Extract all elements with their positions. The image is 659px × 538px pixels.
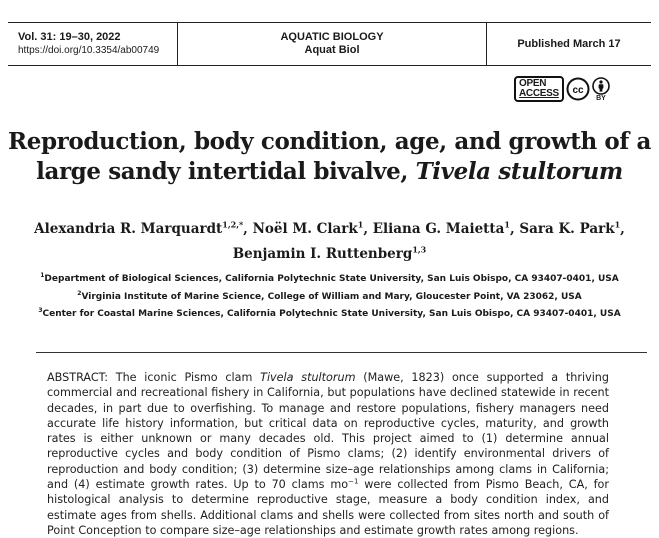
author-affil-sup: 1 [504,219,510,229]
author-list [20,214,639,265]
by-label: BY [596,94,606,102]
author-affil-sup: 1 [614,219,621,229]
affiliation-text: Virginia Institute of Marine Science, College of William and Mary, Gloucester Point, VA 23062, USA [81,291,582,302]
affiliations [20,269,639,322]
doi-link[interactable]: https://doi.org/10.3354/ab00749 [18,45,160,56]
journal-name: AQUATIC BIOLOGY [280,31,384,43]
author-affil-sup: 1,2,* [222,219,244,229]
attribution-badge[interactable] [592,77,610,102]
affiliation-text: Center for Coastal Marine Sciences, California Polytechnic State University, San Luis Obispo, CA 93407-0401, USA [42,309,621,319]
author-name: Noël M. Clark [252,220,358,237]
author-sep: , [620,220,625,237]
affiliation [20,287,639,305]
author-affil-sup: 1 [357,219,364,229]
open-access-line1: OPEN [519,78,547,89]
affiliation [20,269,639,287]
author-sep: , [243,220,253,237]
volume-info: Vol. 31: 19–30, 2022 [18,31,121,43]
author-affil-sup: 1,3 [412,244,427,255]
journal-abbrev: Aquat Biol [304,44,360,56]
author-name: Alexandria R. Marquardt [34,220,223,237]
license-badges [514,76,610,102]
author [233,246,427,262]
journal-header [8,22,651,66]
affiliation-number: 2 [77,289,82,297]
abstract-text-1a: The iconic Pismo clam [108,371,261,384]
affiliation-text: Department of Biological Sciences, California Polytechnic State University, San Luis Obispo, CA 93407-0401, USA [44,274,619,284]
author [373,221,520,237]
author [253,221,373,237]
article-title [0,127,659,187]
abstract-label: ABSTRACT: [47,371,109,384]
title-line-2-text: large sandy intertidal bivalve, [36,158,416,185]
attribution-person-icon [592,77,610,95]
open-access-badge[interactable] [514,76,564,102]
header-volume-cell [8,23,178,65]
abstract-species: Tivela stultorum [260,371,356,384]
abstract-text-1b: (Mawe, 1823) once supported a thriving commercial and recreational fishery in California, but populations have declined statewide in recent decades, in part due to overfishing. To manage and restore populations, fishery managers need accurate life history information, but critical data on reproductive cycles, maturity, and growth rates is either unknown or many decades old. This project aimed to (1) determine annual reproductive cycles and body condition of Pismo clams; (2) identify environmental drivers of reproduction and body condition; (3) determine size–age relationships among clams in California; and (4) estimate growth rates. Up to 70 clams mo [47,371,609,492]
abstract-unit-sup: −1 [348,477,359,486]
author-sep: , [509,220,520,237]
author-name: Benjamin I. Ruttenberg [232,246,413,262]
affiliation-number: 1 [40,272,45,279]
cc-text: cc [572,85,584,96]
creative-commons-icon[interactable] [566,77,590,101]
title-line-1: Reproduction, body condition, age, and growth of a [8,128,651,155]
header-journal-cell [178,23,487,65]
author [34,221,252,237]
header-date-cell [487,23,651,65]
section-divider [36,352,647,353]
title-line-2 [0,157,659,187]
author [519,221,624,237]
author-sep: , [363,220,373,237]
open-access-line2: ACCESS [519,88,559,99]
author-name: Sara K. Park [519,220,615,237]
abstract-text-2: were collected from Pismo Beach, CA, for histological analysis to determine reproductive stage, measure a body condition index, and estimate ages from shells. Additional clams and shells were collected from sites north and south of Point Conception to compare size–age relationships and estimate growth rates among regions. [47,478,610,537]
affiliation-number: 3 [38,307,43,314]
title-species: Tivela stultorum [415,158,623,185]
published-date: Published March 17 [517,37,621,50]
affiliation [20,304,639,322]
abstract-paragraph [47,370,609,538]
author-name: Eliana G. Maietta [372,220,505,237]
